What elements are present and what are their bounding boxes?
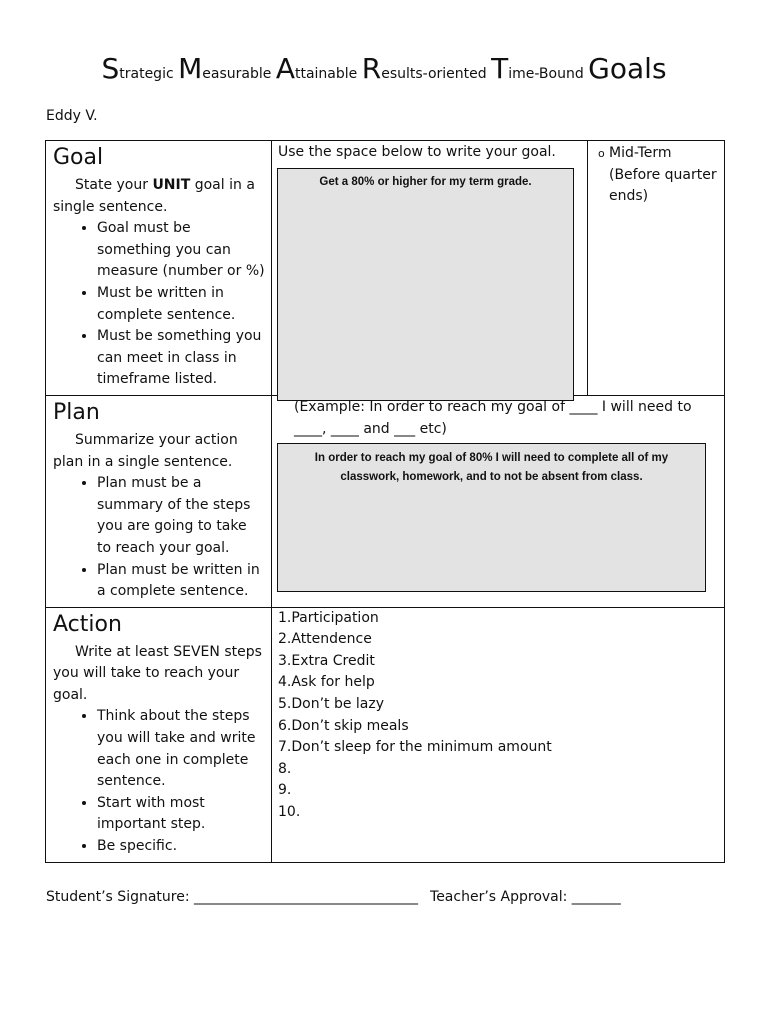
title-word-rest: ttainable: [294, 66, 362, 82]
timeframe-cell: [588, 141, 725, 396]
signature-line: [46, 889, 621, 905]
plan-bullets: [53, 473, 265, 603]
action-bullet: • Start with most important step.: [97, 793, 265, 836]
action-step: 5.Don’t be lazy: [278, 696, 385, 713]
goal-instructions: [46, 141, 272, 396]
plan-answer-cell: [272, 395, 725, 607]
action-step: 1.Participation: [278, 609, 379, 626]
student-signature-field[interactable]: Student’s Signature: ________________________________: [46, 889, 419, 905]
action-step: 10.: [278, 804, 301, 821]
goal-row: [46, 141, 725, 396]
goal-heading: Goal: [53, 145, 104, 170]
action-step: 3.Extra Credit: [278, 652, 375, 669]
action-step: 4.Ask for help: [278, 674, 375, 691]
action-step: 8.: [278, 760, 292, 777]
plan-heading: Plan: [53, 399, 100, 425]
action-steps-cell: [272, 607, 725, 862]
student-name: Eddy V.: [46, 108, 98, 124]
plan-prompt: (Example: In order to reach my goal of ____ I will need to ____, ____ and ___ etc): [294, 398, 692, 437]
goal-bullet: • Must be something you can meet in class in timeframe listed.: [97, 326, 265, 391]
plan-instructions: [46, 395, 272, 607]
title-initial-letter: T: [491, 52, 509, 85]
goal-bullets: [53, 218, 265, 391]
title-word-rest: ime-Bound: [508, 66, 589, 82]
title-word-rest: trategic: [119, 66, 179, 82]
action-step: 7.Don’t sleep for the minimum amount: [278, 739, 552, 756]
action-bullet: • Be specific.: [97, 836, 265, 858]
goal-answer-box[interactable]: Get a 80% or higher for my term grade.: [277, 168, 574, 401]
mid-term-option[interactable]: [588, 141, 724, 208]
title-goals-word: Goals: [588, 52, 667, 85]
goal-prompt: Use the space below to write your goal.: [278, 144, 556, 160]
mid-term-label: Mid-Term (Before quarter ends): [608, 145, 717, 205]
goal-bullet: • Goal must be something you can measure (number or %): [97, 218, 265, 283]
action-heading: Action: [53, 611, 122, 637]
goal-answer-cell: [272, 141, 588, 396]
teacher-approval-field[interactable]: Teacher’s Approval: _______: [430, 889, 621, 905]
plan-row: [46, 395, 725, 607]
goal-intro: State your UNIT goal in a single sentence.: [53, 177, 255, 215]
action-step: 6.Don’t skip meals: [278, 717, 409, 734]
plan-bullet: • Plan must be written in a complete sentence.: [97, 560, 265, 603]
title-initial-letter: R: [361, 52, 382, 85]
title-word-rest: easurable: [202, 66, 276, 82]
action-step: 9.: [278, 782, 292, 799]
plan-answer-box[interactable]: In order to reach my goal of 80% I will need to complete all of my classwork, homework, and to not be absent from class.: [277, 443, 706, 592]
action-instructions: [46, 607, 272, 862]
action-bullet: • Think about the steps you will take and write each one in complete sentence.: [97, 706, 265, 792]
page-title: [0, 52, 768, 85]
title-initial-letter: S: [101, 52, 120, 85]
plan-intro: Summarize your action plan in a single sentence.: [53, 431, 238, 470]
plan-bullet: • Plan must be a summary of the steps you are going to take to reach your goal.: [97, 473, 265, 559]
action-row: [46, 607, 725, 862]
option-bullet-icon: o: [598, 147, 605, 160]
title-initial-letter: M: [178, 52, 203, 85]
smart-goals-form: [45, 140, 725, 863]
action-intro: Write at least SEVEN steps you will take to reach your goal.: [53, 643, 262, 703]
title-initial-letter: A: [275, 52, 295, 85]
title-word-rest: esults-oriented: [381, 66, 492, 82]
action-step: 2.Attendence: [278, 631, 372, 648]
goal-bullet: • Must be written in complete sentence.: [97, 283, 265, 326]
action-bullets: [53, 706, 265, 857]
action-steps-list[interactable]: [272, 608, 724, 824]
